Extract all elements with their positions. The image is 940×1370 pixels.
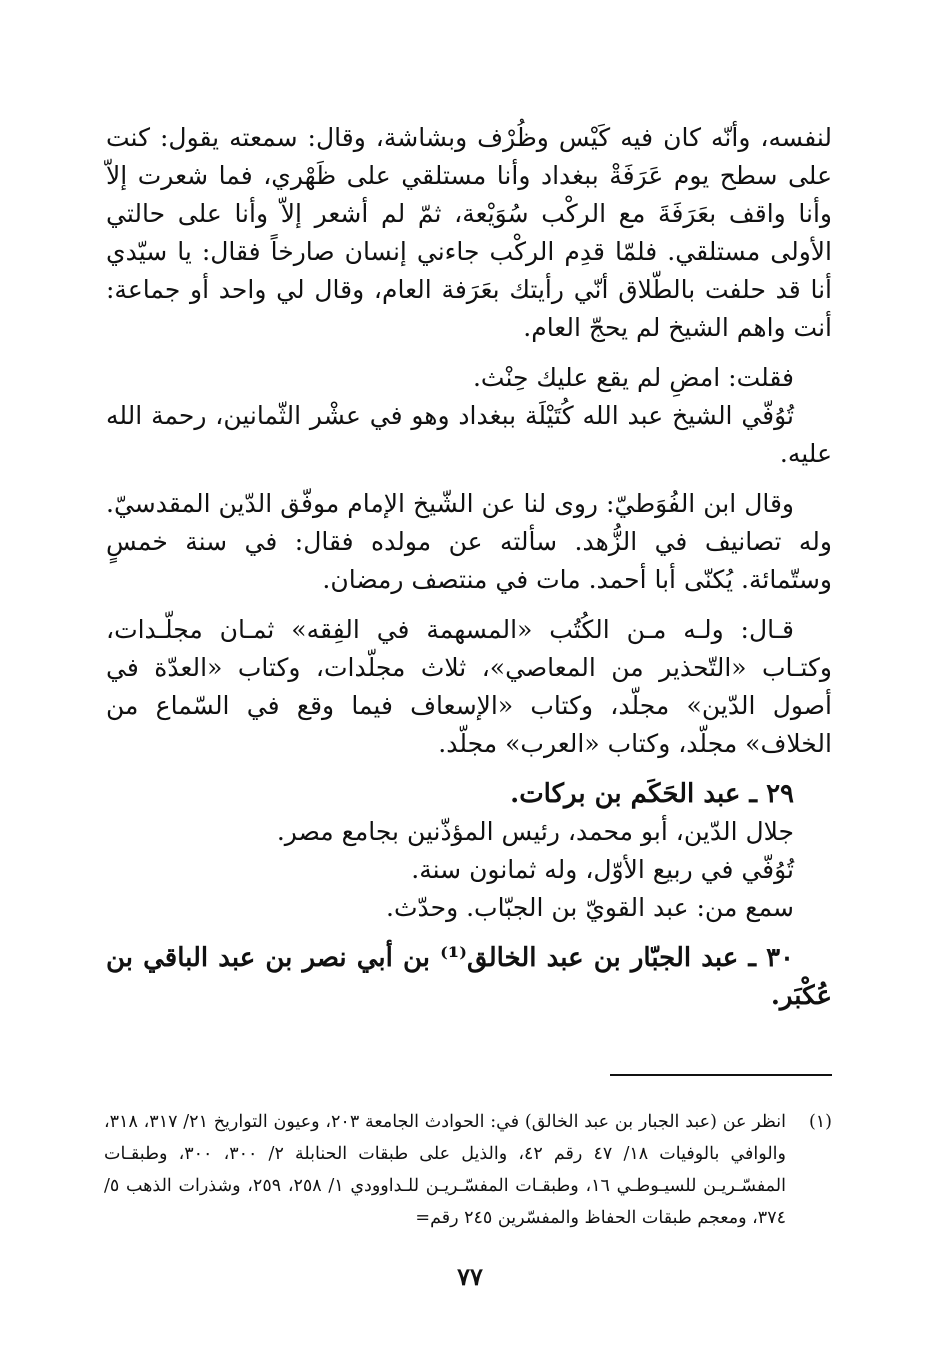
footnote-divider bbox=[610, 1074, 832, 1076]
paragraph-books: قـال: ولـه مـن الكُتُب «المسهمة في الفِقه» ثمـان مجلّـدات، وكتـاب «التّحذير من المعاصي»، ثلاث مجلّدات، وكتاب «العدّة في أصول الدّين» مجلّد، وكتاب «الإسعاف فيما وقع في السّماع من الخلاف» مجلّد، وكتاب «العرب» مجلّد. bbox=[106, 615, 832, 758]
entry-30-heading: ٣٠ ـ عبد الجبّار بن عبد الخالق⁽¹⁾ بن أبي نصر بن عبد الباقي بن عُكْبَر. bbox=[106, 943, 832, 1011]
entry-29-line-3: سمع من: عبد القويّ بن الجبّاب. وحدّث. bbox=[386, 893, 794, 922]
entry-29-heading: ٢٩ ـ عبد الحَكَم بن بركات. bbox=[510, 779, 794, 809]
main-text bbox=[106, 119, 832, 1015]
footnote-section bbox=[104, 1106, 832, 1234]
paragraph-death-kutaylah: تُوُفّي الشيخ عبد الله كُتَيْلَة ببغداد وهو في عشْر الثّمانين، رحمة الله عليه. bbox=[106, 401, 832, 468]
entry-29-line-1: جلال الدّين، أبو محمد، رئيس المؤذّنين بجامع مصر. bbox=[276, 817, 794, 846]
paragraph-reply: فقلت: امضِ لم يقع عليك حِنْث. bbox=[472, 363, 794, 392]
footnote-text: انظر عن (عبد الجبار بن عبد الخالق) في: الحوادث الجامعة ٢٠٣، وعيون التواريخ ٢١/ ٣١٧، ٣١٨، والوافي بالوفيات ١٨/ ٤٧ رقم ٤٢، والذيل على طبقات الحنابلة ٢/ ٣٠٠، ٣٠٠، وطبقـات المفسّـريـن للسيـوطـي ١٦، وطبقـات المفسّـريـن للـداوودي ١/ ٢٥٨، ٢٥٩، وشذرات الذهب ٥/ ٣٧٤، ومعجم طبقات الحفاظ والمفسّرين ٢٤٥ رقم= bbox=[104, 1112, 786, 1228]
page-number: ٧٧ bbox=[457, 1262, 483, 1291]
paragraph-karamah-story: لنفسه، وأنّه كان فيه كَيْس وظُرْف وبشاشة، وقال: سمعته يقول: كنت على سطح يوم عَرَفَةْ ببغداد وأنا مستلقي على ظَهْري، فما شعرت إلاّ وأنا واقف بعَرَفَةَ مع الركْب سُوَيْعة، ثمّ لم أشعر إلاّ وأنا على حالتي الأولى مستلقي. فلمّا قدِم الركْب جاءني إنسان صارخاً فقال: يا سيّدي أنا قد حلفت بالطّلاق أنّي رأيتك بعَرَفة العام، وقال لي واحد أو جماعة: أنت واهم الشيخ لم يحجّ العام. bbox=[106, 123, 832, 342]
entry-29-line-2: تُوُفّي في ربيع الأوّل، وله ثمانون سنة. bbox=[411, 855, 794, 884]
footnote-number: (١) bbox=[808, 1112, 832, 1132]
paragraph-ibn-fuwati: وقال ابن الفُوَطيّ: روى لنا عن الشّيخ الإمام موفّق الدّين المقدسيّ. وله تصانيف في الزُّهد. سألته عن مولده فقال: في سنة خمسٍ وستّمائة. يُكنّى أبا أحمد. مات في منتصف رمضان. bbox=[106, 489, 832, 594]
